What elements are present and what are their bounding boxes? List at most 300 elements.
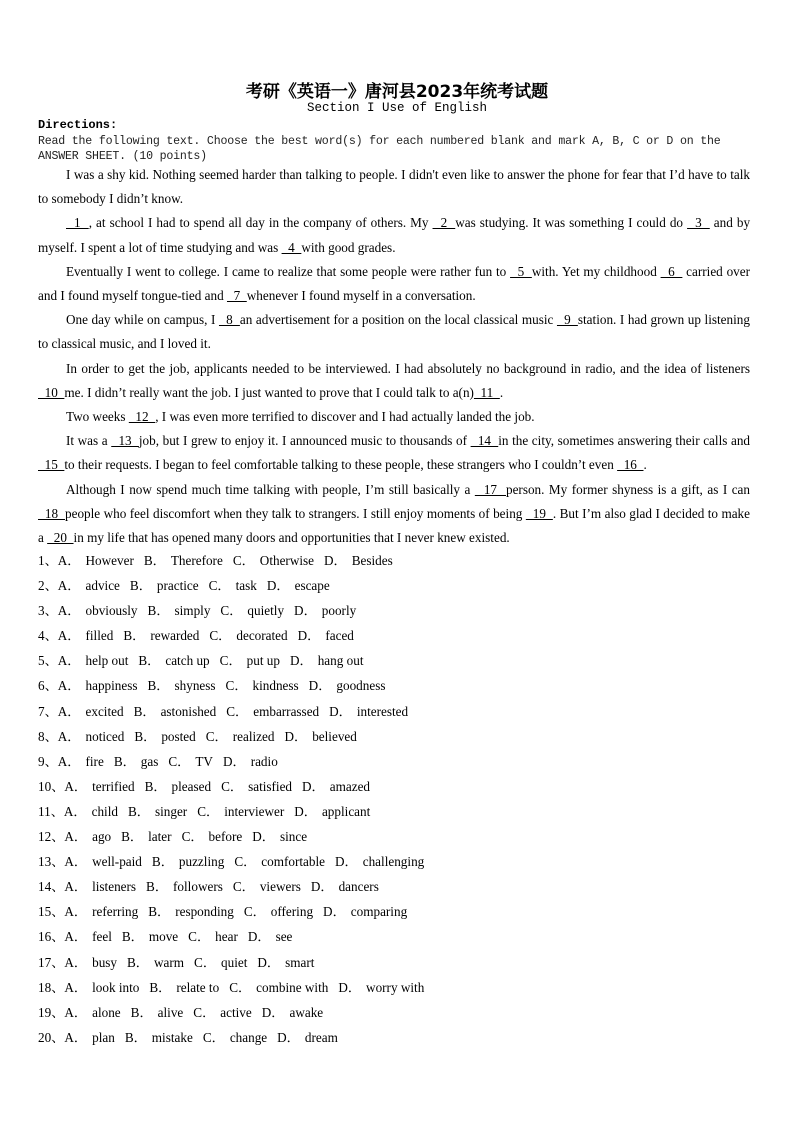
question-number: 13、 <box>38 854 65 870</box>
option-c <box>203 1030 267 1045</box>
option-text: puzzling <box>178 854 225 870</box>
passage-text: whenever I found myself in a conversation. <box>246 288 476 304</box>
passage-text: station. I had grown up listening to classical music, and I loved it. <box>38 312 750 352</box>
option-a <box>58 729 125 744</box>
option-b <box>145 779 212 794</box>
option-text: TV <box>195 753 213 769</box>
option-text: move <box>148 929 179 945</box>
option-text: amazed <box>329 778 371 794</box>
option-letter: D． <box>324 553 347 568</box>
question-number: 2、 <box>38 578 58 594</box>
option-text: realized <box>232 728 275 744</box>
option-letter: B． <box>127 803 150 819</box>
option-text: noticed <box>85 728 125 744</box>
question-number: 11、 <box>38 803 64 819</box>
option-letter: C． <box>168 753 191 769</box>
option-text: happiness <box>85 678 138 694</box>
option-letter: A． <box>57 653 81 669</box>
option-letter: B． <box>129 578 152 594</box>
option-letter: C． <box>232 879 255 895</box>
option-letter: D． <box>329 703 352 719</box>
question-row <box>38 799 758 824</box>
option-text: radio <box>250 753 278 769</box>
option-letter: C． <box>226 703 249 719</box>
question-number: 3、 <box>38 603 58 619</box>
option-text: offering <box>270 904 314 920</box>
option-c <box>188 929 238 944</box>
question-number: 9、 <box>38 753 58 769</box>
option-a <box>64 955 117 970</box>
passage-text: In order to get the job, applicants needed to be interviewed. I had absolutely no background in radio, and the idea of listeners <box>66 360 750 376</box>
question-number: 20、 <box>38 1029 65 1045</box>
blank-6: 6 <box>660 263 683 279</box>
passage-text: person. My former shyness is a gift, as I can <box>505 481 750 497</box>
option-text: quiet <box>221 954 248 970</box>
option-letter: B． <box>151 854 174 870</box>
option-text: mistake <box>151 1029 193 1045</box>
option-d <box>277 1030 338 1045</box>
option-text: advice <box>85 578 120 594</box>
option-letter: A． <box>57 603 81 619</box>
option-letter: D． <box>261 1004 285 1020</box>
option-text: put up <box>246 653 280 669</box>
question-options-list <box>38 548 758 1050</box>
passage-text: and by myself. I spent a lot of time studying and was <box>38 215 751 255</box>
question-row <box>38 774 758 799</box>
question-row <box>38 548 758 573</box>
option-text: pleased <box>171 778 212 794</box>
option-letter: A． <box>64 829 88 845</box>
option-letter: C． <box>220 603 243 619</box>
question-row <box>38 975 758 1000</box>
blank-15: 15 <box>38 457 65 473</box>
passage-text: with. Yet my childhood <box>531 263 661 279</box>
option-letter: A． <box>57 578 81 594</box>
option-text: However <box>85 553 134 568</box>
option-text: astonished <box>160 703 217 719</box>
option-text: hang out <box>317 653 364 669</box>
option-d <box>302 779 370 794</box>
option-text: feel <box>92 929 112 945</box>
option-letter: D． <box>277 1029 300 1045</box>
option-d <box>298 628 354 643</box>
option-text: alone <box>92 1004 121 1020</box>
option-letter: A． <box>64 854 88 870</box>
option-text: later <box>148 829 172 845</box>
option-text: look into <box>92 979 140 995</box>
question-number: 7、 <box>38 703 58 719</box>
question-number: 8、 <box>38 728 58 744</box>
passage-text: an advertisement for a position on the local classical music <box>239 312 557 328</box>
option-c <box>194 955 247 970</box>
passage-text: , I was even more terrified to discover and I had actually landed the job. <box>155 409 535 425</box>
question-number: 6、 <box>38 678 58 694</box>
option-letter: D． <box>247 929 271 945</box>
question-row <box>38 598 758 623</box>
option-a <box>58 678 138 693</box>
option-a <box>64 980 139 995</box>
question-row <box>38 899 758 924</box>
question-row <box>38 673 758 698</box>
option-text: decorated <box>236 628 288 644</box>
option-letter: C． <box>188 929 211 945</box>
option-d <box>248 929 293 944</box>
cloze-passage <box>38 163 750 550</box>
option-letter: C． <box>193 1004 216 1020</box>
option-letter: B． <box>148 904 171 920</box>
option-d <box>324 553 393 568</box>
option-letter: C． <box>225 678 248 694</box>
option-text: simply <box>174 603 211 619</box>
section-subtitle: Section I Use of English <box>306 101 488 115</box>
option-text: obviously <box>85 603 138 619</box>
option-text: alive <box>157 1004 184 1020</box>
directions-label: Directions: <box>38 118 118 132</box>
option-d <box>311 879 379 894</box>
option-letter: C． <box>232 553 255 568</box>
option-c <box>220 603 284 618</box>
option-text: since <box>279 829 308 845</box>
option-d <box>294 603 356 618</box>
option-letter: C． <box>194 954 217 970</box>
option-a <box>64 879 136 894</box>
option-c <box>209 578 257 593</box>
blank-10: 10 <box>38 384 65 400</box>
option-letter: A． <box>57 628 81 644</box>
option-c <box>220 653 280 668</box>
option-a <box>58 628 114 643</box>
option-d <box>223 754 278 769</box>
option-text: ago <box>92 829 112 845</box>
option-d <box>294 804 370 819</box>
option-text: listeners <box>92 879 137 895</box>
passage-text: . But I’m also glad I decided to make a <box>38 505 751 546</box>
question-row <box>38 699 758 724</box>
option-c <box>197 804 284 819</box>
option-text: followers <box>173 879 223 895</box>
option-letter: D． <box>252 829 275 845</box>
option-d <box>338 980 424 995</box>
option-c <box>206 729 275 744</box>
option-text: posted <box>161 728 196 744</box>
option-letter: C． <box>208 578 231 594</box>
option-text: combine with <box>256 979 329 995</box>
option-text: dancers <box>338 879 379 895</box>
option-letter: D． <box>338 979 362 995</box>
option-letter: B． <box>144 778 167 794</box>
option-text: interviewer <box>224 803 285 819</box>
option-text: awake <box>289 1004 324 1020</box>
option-text: dream <box>304 1029 338 1045</box>
option-text: smart <box>285 954 315 970</box>
passage-text: in the city, sometimes answering their calls and <box>498 433 751 449</box>
question-row <box>38 749 758 774</box>
blank-19: 19 <box>525 505 553 521</box>
option-letter: B． <box>147 603 170 619</box>
blank-2: 2 <box>432 215 456 231</box>
option-b <box>146 879 223 894</box>
blank-11: 11 <box>473 384 500 400</box>
option-d <box>267 578 330 593</box>
option-c <box>182 829 243 844</box>
option-letter: D． <box>266 578 290 594</box>
option-c <box>168 754 213 769</box>
option-letter: A． <box>57 728 81 744</box>
blank-12: 12 <box>128 409 156 425</box>
question-number: 10、 <box>38 778 65 794</box>
option-letter: A． <box>57 753 81 769</box>
passage-text: in my life that has opened many doors and opportunities that I never knew existed. <box>73 530 510 546</box>
page-title: 考研《英语一》唐河县2023年统考试题 <box>245 82 549 102</box>
question-number: 4、 <box>38 628 58 644</box>
option-text: shyness <box>174 678 216 694</box>
question-row <box>38 648 758 673</box>
option-letter: A． <box>64 1004 88 1020</box>
option-letter: B． <box>124 1029 147 1045</box>
option-d <box>284 729 356 744</box>
blank-7: 7 <box>226 288 247 304</box>
passage-paragraph <box>38 308 750 356</box>
option-letter: B． <box>130 1004 153 1020</box>
option-letter: D． <box>335 854 358 870</box>
option-letter: A． <box>63 803 87 819</box>
passage-text: with good grades. <box>301 239 396 255</box>
passage-text: Although I now spend much time talking with people, I’m still basically a <box>66 481 475 497</box>
option-a <box>64 1030 114 1045</box>
option-b <box>134 704 217 719</box>
question-row <box>38 874 758 899</box>
option-a <box>58 603 138 618</box>
option-letter: C． <box>221 778 244 794</box>
option-text: filled <box>85 628 114 644</box>
option-c <box>209 628 287 643</box>
option-a <box>58 553 134 568</box>
option-letter: B． <box>134 728 157 744</box>
blank-8: 8 <box>218 312 240 328</box>
blank-1: 1 <box>66 215 89 231</box>
blank-20: 20 <box>47 530 74 546</box>
option-a <box>58 653 129 668</box>
option-text: singer <box>154 803 188 819</box>
option-letter: B． <box>127 954 149 970</box>
option-text: child <box>91 803 118 819</box>
option-b <box>125 1030 193 1045</box>
question-row <box>38 724 758 749</box>
option-letter: B． <box>143 553 166 568</box>
blank-13: 13 <box>111 433 139 449</box>
option-letter: A． <box>57 703 81 719</box>
option-letter: B． <box>121 829 144 845</box>
option-text: believed <box>312 728 357 744</box>
option-a <box>58 578 120 593</box>
question-number: 19、 <box>38 1004 65 1020</box>
option-letter: B． <box>113 753 136 769</box>
option-d <box>290 653 364 668</box>
option-text: poorly <box>321 603 357 619</box>
option-text: gas <box>140 753 159 769</box>
option-text: help out <box>85 653 129 669</box>
option-text: practice <box>156 578 199 594</box>
passage-paragraph <box>38 163 750 211</box>
option-text: kindness <box>252 678 299 694</box>
option-b <box>131 1005 184 1020</box>
option-b <box>144 553 223 568</box>
option-d <box>309 678 386 693</box>
option-text: viewers <box>259 879 301 895</box>
option-text: busy <box>92 954 118 970</box>
blank-16: 16 <box>617 457 644 473</box>
option-text: referring <box>92 904 139 920</box>
option-letter: B． <box>146 879 169 895</box>
option-letter: A． <box>64 954 88 970</box>
passage-text: was studying. It was something I could do <box>455 215 688 231</box>
option-d <box>329 704 408 719</box>
option-letter: B． <box>123 628 146 644</box>
option-text: Otherwise <box>259 553 314 568</box>
passage-paragraph <box>38 429 750 477</box>
option-text: comparing <box>350 904 408 920</box>
option-a <box>64 929 111 944</box>
option-b <box>130 578 199 593</box>
option-letter: A． <box>64 778 88 794</box>
option-text: change <box>229 1029 268 1045</box>
question-row <box>38 824 758 849</box>
passage-paragraph <box>38 478 750 551</box>
question-row <box>38 950 758 975</box>
question-row <box>38 849 758 874</box>
passage-paragraph <box>38 260 750 308</box>
passage-paragraph <box>38 211 750 259</box>
option-a <box>58 704 124 719</box>
option-text: worry with <box>366 979 425 995</box>
option-c <box>193 1005 251 1020</box>
passage-text: It was a <box>66 433 112 449</box>
blank-17: 17 <box>474 481 506 497</box>
option-c <box>244 904 313 919</box>
option-d <box>335 854 424 869</box>
passage-text: I was a shy kid. Nothing seemed harder than talking to people. I didn't even like to answer the phone for fear that I’d have to talk to somebody I didn’t know. <box>38 167 750 207</box>
option-b <box>148 678 216 693</box>
option-text: applicant <box>321 803 371 819</box>
option-letter: D． <box>302 778 325 794</box>
question-number: 1、 <box>38 553 58 568</box>
blank-5: 5 <box>510 263 532 279</box>
option-letter: D． <box>284 728 308 744</box>
option-d <box>257 955 314 970</box>
option-b <box>114 754 159 769</box>
option-b <box>149 980 219 995</box>
option-text: catch up <box>165 653 210 669</box>
option-letter: C． <box>197 803 220 819</box>
question-row <box>38 573 758 598</box>
option-text: interested <box>356 703 409 719</box>
option-text: well-paid <box>92 854 142 870</box>
option-a <box>64 1005 120 1020</box>
option-text: relate to <box>176 979 220 995</box>
option-text: rewarded <box>150 628 200 644</box>
option-text: quietly <box>247 603 285 619</box>
passage-text: to their requests. I began to feel comfortable talking to these people, these strangers who I couldn’t even <box>64 457 618 473</box>
option-text: task <box>235 578 257 594</box>
option-letter: A． <box>57 678 81 694</box>
option-b <box>127 955 184 970</box>
option-letter: A． <box>64 979 88 995</box>
option-letter: D． <box>294 803 317 819</box>
option-b <box>138 653 209 668</box>
option-a <box>64 829 111 844</box>
option-letter: D． <box>297 628 321 644</box>
option-letter: C． <box>219 653 242 669</box>
option-b <box>121 829 171 844</box>
passage-text: One day while on campus, I <box>66 312 219 328</box>
passage-text: . <box>499 384 504 400</box>
question-row <box>38 623 758 648</box>
option-text: warm <box>154 954 185 970</box>
option-c <box>234 854 325 869</box>
passage-text: , at school I had to spend all day in the company of others. My <box>88 215 433 231</box>
option-a <box>64 804 118 819</box>
option-letter: C． <box>205 728 228 744</box>
option-letter: C． <box>243 904 266 920</box>
option-text: responding <box>175 904 234 920</box>
passage-text: Eventually I went to college. I came to realize that some people were rather fun to <box>66 263 511 279</box>
option-letter: D． <box>257 954 281 970</box>
option-a <box>64 854 142 869</box>
option-b <box>123 628 199 643</box>
option-letter: B． <box>133 703 156 719</box>
option-letter: D． <box>289 653 313 669</box>
passage-paragraph <box>38 405 750 429</box>
option-letter: A． <box>64 904 88 920</box>
question-number: 17、 <box>38 954 65 970</box>
option-text: terrified <box>92 778 135 794</box>
directions-text: Read the following text. Choose the best word(s) for each numbered blank and mark A, B, C or D on the ANSWER SHEET. (10 points) <box>38 135 721 163</box>
blank-18: 18 <box>38 505 65 521</box>
option-text: comfortable <box>261 854 326 870</box>
option-text: Besides <box>351 553 393 568</box>
option-letter: C． <box>209 628 232 644</box>
option-d <box>252 829 307 844</box>
option-letter: D． <box>222 753 246 769</box>
option-a <box>58 754 104 769</box>
option-b <box>152 854 224 869</box>
option-b <box>134 729 195 744</box>
option-b <box>148 603 211 618</box>
option-text: challenging <box>362 854 425 870</box>
option-letter: B． <box>147 678 170 694</box>
question-number: 12、 <box>38 829 65 845</box>
option-text: see <box>275 929 293 945</box>
option-text: Therefore <box>170 553 223 568</box>
option-text: faced <box>325 628 354 644</box>
passage-text: . <box>643 457 647 473</box>
blank-3: 3 <box>687 215 710 231</box>
question-row <box>38 1000 758 1025</box>
option-text: goodness <box>336 678 386 694</box>
option-letter: B． <box>121 929 144 945</box>
option-letter: D． <box>323 904 346 920</box>
option-text: embarrassed <box>253 703 320 719</box>
blank-4: 4 <box>281 239 302 255</box>
option-letter: D． <box>294 603 317 619</box>
blank-9: 9 <box>556 312 578 328</box>
option-letter: C． <box>202 1029 225 1045</box>
option-a <box>64 904 138 919</box>
question-number: 5、 <box>38 653 58 669</box>
question-row <box>38 924 758 949</box>
option-a <box>64 779 134 794</box>
option-letter: A． <box>57 553 81 568</box>
